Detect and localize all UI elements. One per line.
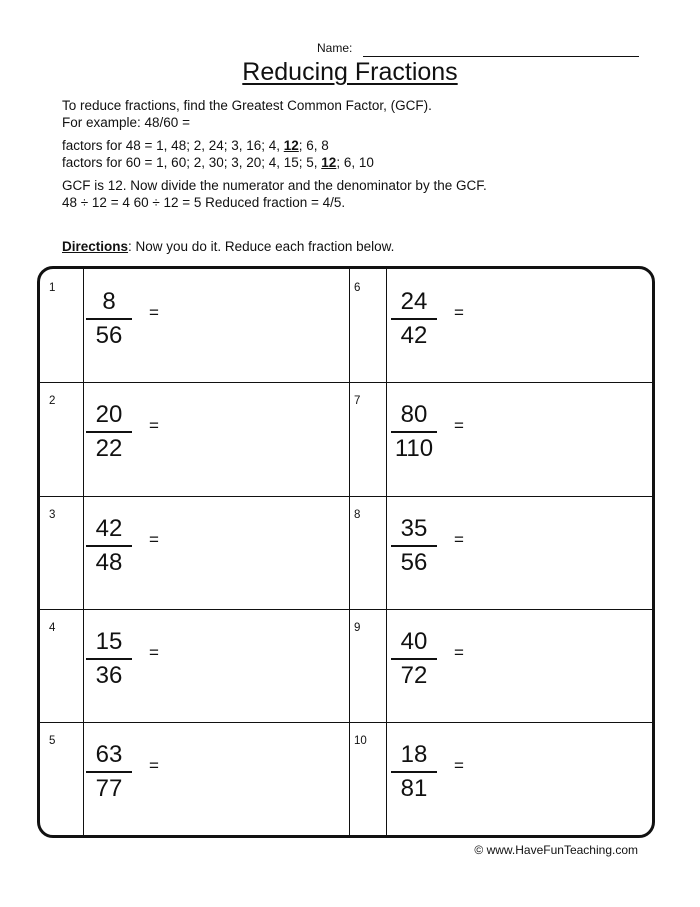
factors-60-line (62, 154, 487, 171)
fraction (391, 287, 437, 351)
fraction (391, 400, 437, 464)
factors-60-pre: factors for 60 = 1, 60; 2, 30; 3, 20; 4, 15; 5, (62, 155, 322, 170)
problem-number: 5 (49, 735, 56, 747)
factors-60-gcf: 12 (321, 155, 337, 170)
problem-cell-4 (40, 609, 343, 722)
problem-cell-9 (345, 609, 648, 722)
problem-cell-8 (345, 496, 648, 609)
intro-line-1: To reduce fractions, find the Greatest Common Factor, (GCF). (62, 98, 432, 113)
fraction-bar (391, 431, 437, 433)
factors-48-pre: factors for 48 = 1, 48; 2, 24; 3, 16; 4, (62, 138, 284, 153)
problem-cell-7 (345, 382, 648, 495)
denominator: 22 (95, 435, 123, 462)
problem-cell-5 (40, 722, 343, 835)
problems-box (37, 266, 655, 838)
fraction (391, 514, 437, 578)
problem-number: 6 (354, 282, 361, 294)
fraction (86, 400, 132, 464)
name-label: Name: (317, 41, 353, 55)
numerator: 8 (102, 288, 116, 315)
answer-field[interactable]: = (149, 303, 159, 322)
directions-text: : Now you do it. Reduce each fraction below. (128, 239, 395, 254)
denominator: 72 (400, 662, 428, 689)
factors-48-gcf: 12 (283, 138, 299, 153)
denominator: 42 (400, 322, 428, 349)
fraction-bar (391, 658, 437, 660)
fraction (86, 287, 132, 351)
factors-48-post: ; 6, 8 (298, 138, 329, 153)
problem-cell-10 (345, 722, 648, 835)
fraction (391, 740, 437, 804)
numerator: 18 (400, 741, 428, 768)
denominator: 77 (95, 775, 123, 802)
fraction (391, 627, 437, 691)
worksheet-title: Reducing Fractions (242, 58, 458, 86)
problem-cell-1 (40, 269, 343, 382)
answer-field[interactable]: = (454, 756, 464, 775)
denominator: 56 (95, 322, 123, 349)
fraction (86, 627, 132, 691)
problem-cell-3 (40, 496, 343, 609)
gcf-line: GCF is 12. Now divide the numerator and the denominator by the GCF. (62, 178, 487, 193)
answer-field[interactable]: = (149, 756, 159, 775)
directions (62, 239, 394, 254)
fraction-bar (86, 658, 132, 660)
name-underline[interactable] (363, 56, 639, 57)
denominator: 56 (400, 549, 428, 576)
answer-field[interactable]: = (149, 530, 159, 549)
fraction-bar (86, 771, 132, 773)
fraction-bar (86, 318, 132, 320)
answer-field[interactable]: = (149, 643, 159, 662)
intro-line-2: For example: 48/60 = (62, 115, 190, 130)
factors-60-post: ; 6, 10 (336, 155, 374, 170)
factors-48-line (62, 137, 487, 154)
problem-cell-6 (345, 269, 648, 382)
answer-field[interactable]: = (454, 530, 464, 549)
fraction-bar (391, 318, 437, 320)
answer-field[interactable]: = (454, 643, 464, 662)
problem-number: 10 (354, 735, 367, 747)
denominator: 81 (400, 775, 428, 802)
problem-number: 9 (354, 622, 361, 634)
numerator: 15 (95, 628, 123, 655)
fraction-bar (391, 771, 437, 773)
copyright-footer: © www.HaveFunTeaching.com (474, 843, 638, 857)
answer-field[interactable]: = (454, 303, 464, 322)
numerator: 63 (95, 741, 123, 768)
answer-field[interactable]: = (149, 416, 159, 435)
fraction-bar (86, 545, 132, 547)
intro-section (62, 97, 487, 211)
problem-number: 4 (49, 622, 56, 634)
denominator: 110 (394, 435, 434, 462)
denominator: 48 (95, 549, 123, 576)
problem-number: 7 (354, 395, 361, 407)
problem-number: 1 (49, 282, 56, 294)
division-line: 48 ÷ 12 = 4 60 ÷ 12 = 5 Reduced fraction = 4/5. (62, 195, 346, 210)
problem-cell-2 (40, 382, 343, 495)
fraction-bar (391, 545, 437, 547)
answer-field[interactable]: = (454, 416, 464, 435)
problem-number: 8 (354, 509, 361, 521)
numerator: 20 (95, 401, 123, 428)
denominator: 36 (95, 662, 123, 689)
numerator: 35 (400, 515, 428, 542)
numerator: 42 (95, 515, 123, 542)
problem-number: 3 (49, 509, 56, 521)
fraction (86, 514, 132, 578)
directions-label: Directions (62, 239, 129, 254)
fraction (86, 740, 132, 804)
numerator: 24 (400, 288, 428, 315)
numerator: 80 (400, 401, 428, 428)
fraction-bar (86, 431, 132, 433)
numerator: 40 (400, 628, 428, 655)
problem-number: 2 (49, 395, 56, 407)
